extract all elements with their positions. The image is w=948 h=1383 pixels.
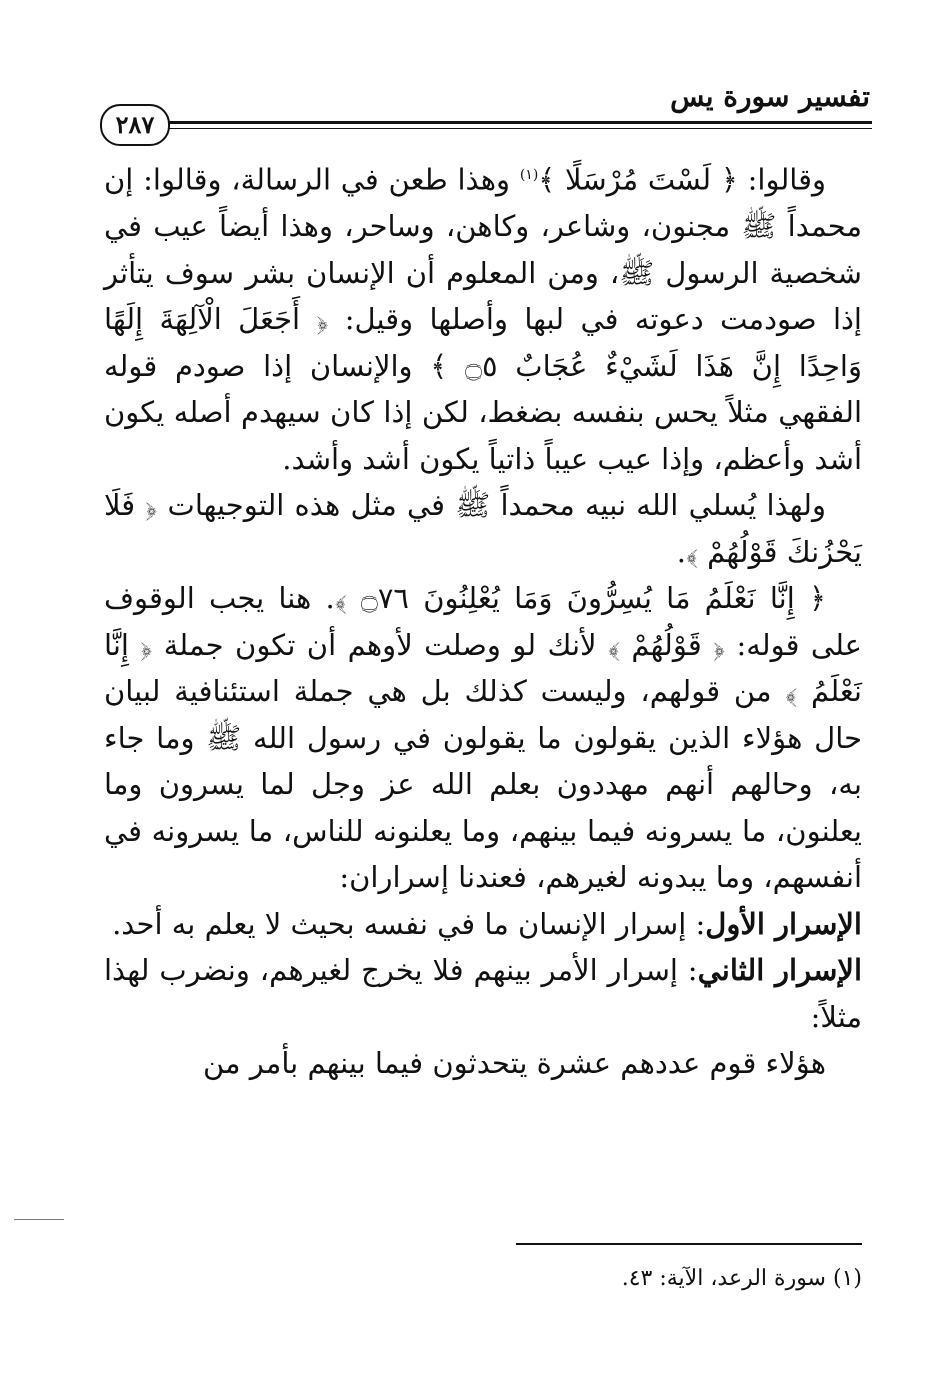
- quran-verse: ﴿ لَسْتَ مُرْسَلًا ﴾: [538, 162, 738, 197]
- section-label: الإسرار الأول: [705, 906, 862, 941]
- text-run: هؤلاء قوم عددهم عشرة يتحدثون فيما بينهم بأمر من: [202, 1046, 826, 1081]
- text-run: وقالوا:: [737, 162, 826, 197]
- footnote: (١) سورة الرعد، الآية: ٤٣.: [621, 1266, 862, 1291]
- running-header-title: تفسير سورة يس: [670, 80, 870, 113]
- paragraph-2: [104, 482, 862, 575]
- header-rule-thin: [160, 128, 872, 129]
- quran-verse: ﴿ قَوْلُهُمْ ﴾: [608, 627, 726, 662]
- paragraph-6: [104, 1040, 862, 1087]
- paragraph-3: [104, 575, 862, 901]
- paragraph-5: [104, 947, 862, 1040]
- text-run: وهذا طعن في الرسالة، وقالوا: إن محمداً ﷺ مجنون، وشاعر، وكاهن، وساحر، وهذا أيضاً عيب في شخصية الرسول ﷺ، ومن المعلوم أن الإنسان بشر سوف يتأثر إذا صودمت دعوته في لبها وأصلها وقيل:: [104, 162, 862, 337]
- paragraph-1: [104, 152, 862, 482]
- text-run: .: [676, 534, 686, 569]
- text-run: . هنا يجب الوقوف على قوله:: [104, 581, 862, 662]
- text-run: من قولهم، وليست كذلك بل هي جملة استئنافية لبيان حال هؤلاء الذين يقولون ما يقولون في رسول الله ﷺ وما جاء به، وحالهم أنهم مهددون بعلم الله عز وجل لما يسرون وما يعلنون، ما يسرونه فيما بينهم، وما يعلنونه للناس، ما يسرونه في أنفسهم، وما يبدونه لغيرهم، فعندنا إسراران:: [104, 674, 862, 895]
- section-label: الإسرار الثاني: [697, 953, 863, 988]
- quran-verse: ﴿ أَجَعَلَ الْآلِهَةَ إِلَهًا وَاحِدًا إِنَّ هَذَا لَشَيْءٌ عُجَابٌ ۝٥ ﴾: [104, 302, 862, 383]
- footnote-ref: (١): [519, 167, 539, 183]
- footnote-rule: [516, 1243, 862, 1245]
- main-text: [104, 152, 862, 1087]
- quran-verse: ﴿ فَلَا يَحْزُنكَ قَوْلُهُمْ ﴾: [104, 488, 862, 569]
- paragraph-4: [104, 901, 862, 948]
- quran-verse: ﴿ إِنَّا نَعْلَمُ ﴾: [104, 627, 862, 709]
- text-run: والإنسان إذا صودم قوله الفقهي مثلاً يحس بنفسه بضغط، لكن إذا كان سيهدم أصله يكون أشد وأعظم، وإذا عيب عيباً ذاتياً يكون أشد وأشد.: [104, 348, 862, 476]
- margin-mark: [14, 1219, 64, 1220]
- text-run: لأنك لو وصلت لأوهم أن تكون جملة: [152, 627, 609, 662]
- header-rule: [160, 121, 872, 124]
- text-run: : إسرار الأمر بينهم فلا يخرج لغيرهم، ونضرب لهذا مثلاً:: [104, 953, 862, 1034]
- page-number-badge: ٢٨٧: [100, 104, 170, 146]
- text-run: : إسرار الإنسان ما في نفسه بحيث لا يعلم به أحد.: [112, 906, 706, 941]
- text-run: ولهذا يُسلي الله نبيه محمداً ﷺ في مثل هذه التوجيهات: [157, 488, 826, 523]
- quran-verse: ﴿ إِنَّا نَعْلَمُ مَا يُسِرُّونَ وَمَا يُعْلِنُونَ ۝٧٦ ﴾: [334, 581, 826, 616]
